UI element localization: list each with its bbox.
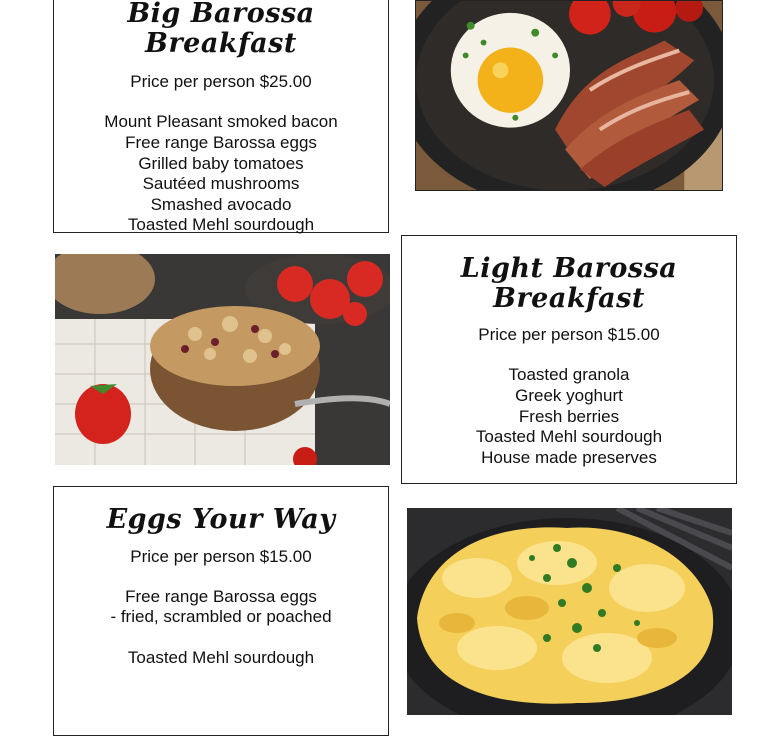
granola-photo bbox=[55, 254, 390, 465]
menu-title: Big Barossa Breakfast bbox=[127, 0, 315, 59]
menu-title: Light Barossa Breakfast bbox=[460, 253, 678, 314]
menu-item: Toasted Mehl sourdough bbox=[127, 648, 315, 668]
menu-item: Grilled baby tomatoes bbox=[138, 153, 304, 173]
menu-item: Mount Pleasant smoked bacon bbox=[104, 112, 338, 132]
menu-item: Toasted granola bbox=[508, 365, 630, 385]
menu-items bbox=[402, 365, 736, 468]
menu-item: - fried, scrambled or poached bbox=[110, 607, 332, 627]
menu-item-spacer bbox=[54, 628, 388, 649]
menu-item: Toasted Mehl sourdough bbox=[127, 215, 315, 235]
menu-card-light-barossa-breakfast bbox=[401, 235, 737, 484]
menu-items bbox=[54, 112, 388, 236]
menu-card-big-barossa-breakfast bbox=[53, 0, 389, 233]
menu-item: House made preserves bbox=[481, 447, 657, 467]
menu-item: Free range Barossa eggs bbox=[125, 132, 317, 152]
menu-item: Greek yoghurt bbox=[515, 385, 623, 405]
menu-item: Toasted Mehl sourdough bbox=[475, 427, 663, 447]
menu-item: Free range Barossa eggs bbox=[125, 586, 317, 606]
menu-price: Price per person $15.00 bbox=[130, 546, 312, 566]
bacon-eggs-photo bbox=[415, 0, 723, 191]
scrambled-eggs-photo bbox=[407, 508, 732, 715]
menu-items bbox=[54, 587, 388, 669]
menu-item: Smashed avocado bbox=[150, 194, 292, 214]
menu-item: Sautéed mushrooms bbox=[142, 174, 300, 194]
menu-item: Fresh berries bbox=[518, 406, 620, 426]
menu-card-eggs-your-way bbox=[53, 486, 389, 736]
menu-price: Price per person $25.00 bbox=[130, 72, 312, 92]
menu-price: Price per person $15.00 bbox=[478, 325, 660, 345]
menu-title: Eggs Your Way bbox=[106, 504, 336, 535]
